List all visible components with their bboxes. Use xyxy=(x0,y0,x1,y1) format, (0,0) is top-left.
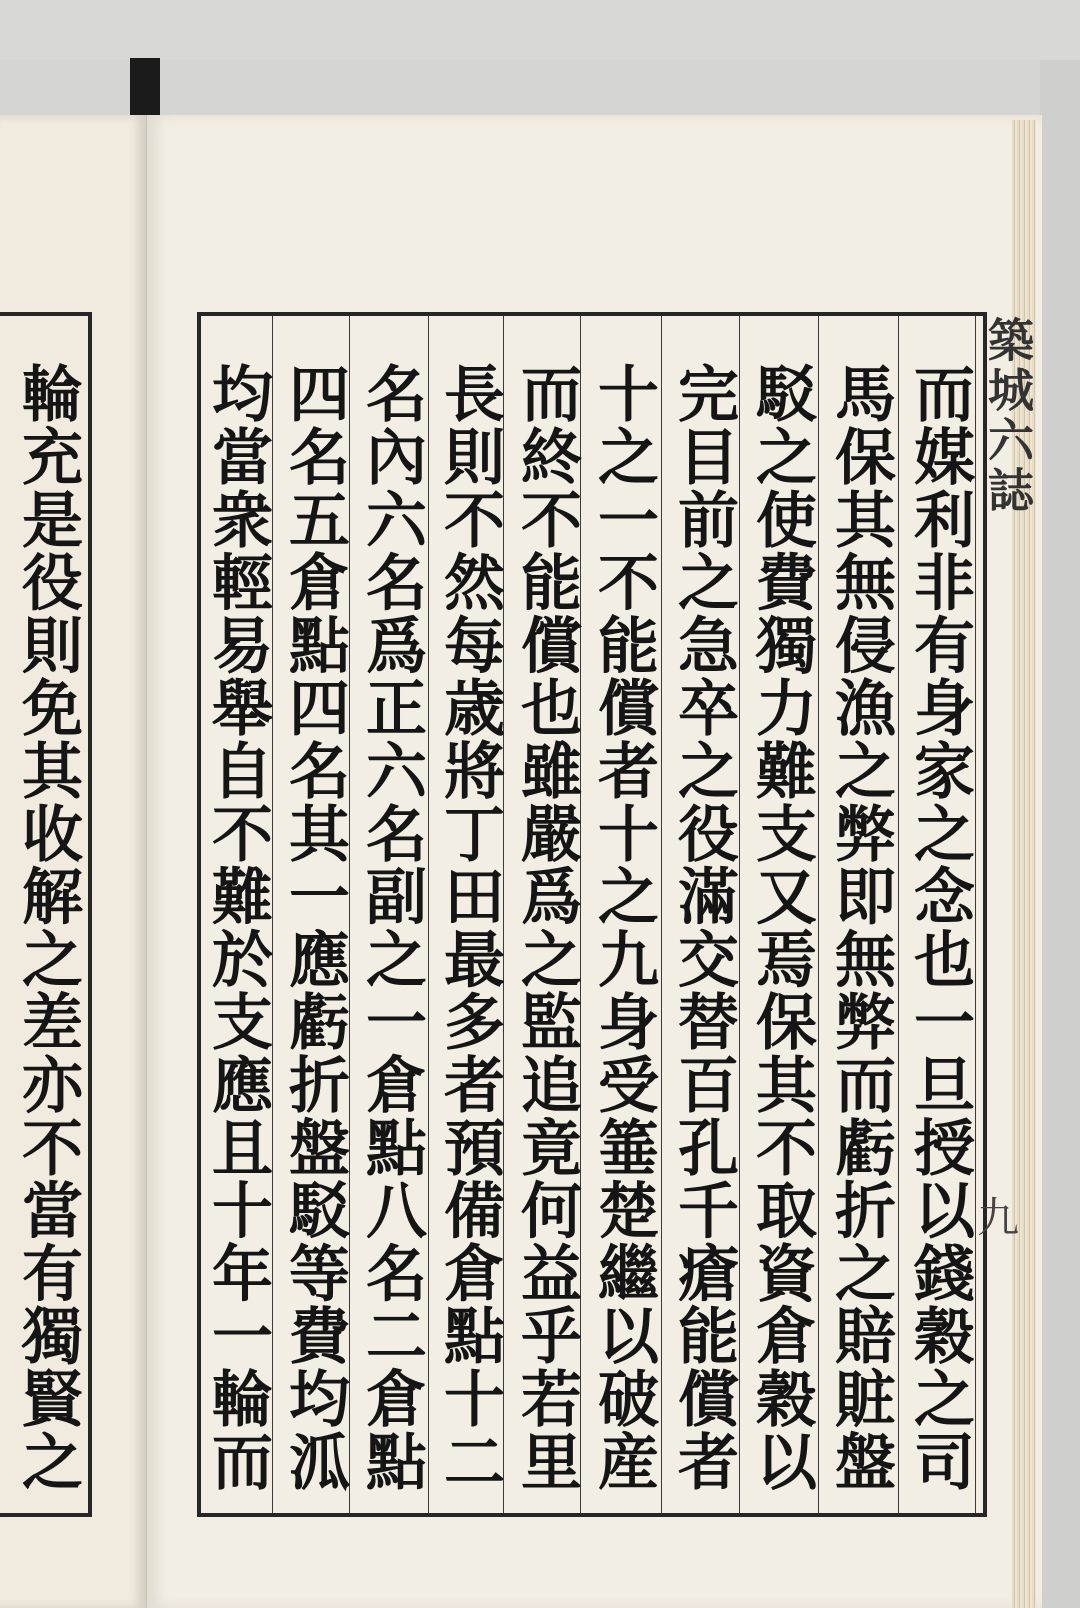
margin-title: 築城六誌 xyxy=(981,316,1035,516)
top-background xyxy=(0,0,1080,60)
text-column-4: 完目前之急卒之役滿交替百孔千瘡能償者 xyxy=(668,362,739,1493)
text-column-7: 長則不然每歳將丁田最多者預備倉點十二 xyxy=(434,362,505,1493)
text-column-10: 均當衆輕易舉自不難於支應且十年一輪而 xyxy=(202,362,273,1493)
text-column-1: 而媒利非有身家之念也一旦授以錢穀之司 xyxy=(904,362,975,1493)
right-background xyxy=(1040,60,1080,1608)
text-column-6: 而終不能償也雖嚴爲之監追竟何益乎若里 xyxy=(511,362,582,1493)
text-column-8: 名內六名爲正六名副之一倉點八名二倉點 xyxy=(356,362,427,1493)
text-column-5: 十之一不能償者十之九身受箠楚繼以破産 xyxy=(588,362,659,1493)
binding-clip xyxy=(130,58,160,116)
text-column-2: 馬保其無侵漁之弊即無弊而虧折之賠賍盤 xyxy=(825,362,896,1493)
left-page-column: 輪充是役則免其收解之差亦不當有獨賢之 xyxy=(12,362,83,1493)
leaf-number: 九 xyxy=(971,1195,1020,1237)
text-column-9: 四名五倉點四名其一應虧折盤駁等費均泒 xyxy=(279,362,350,1493)
text-column-3: 駁之使費獨力難支又焉保其不取資倉穀以 xyxy=(746,362,817,1493)
